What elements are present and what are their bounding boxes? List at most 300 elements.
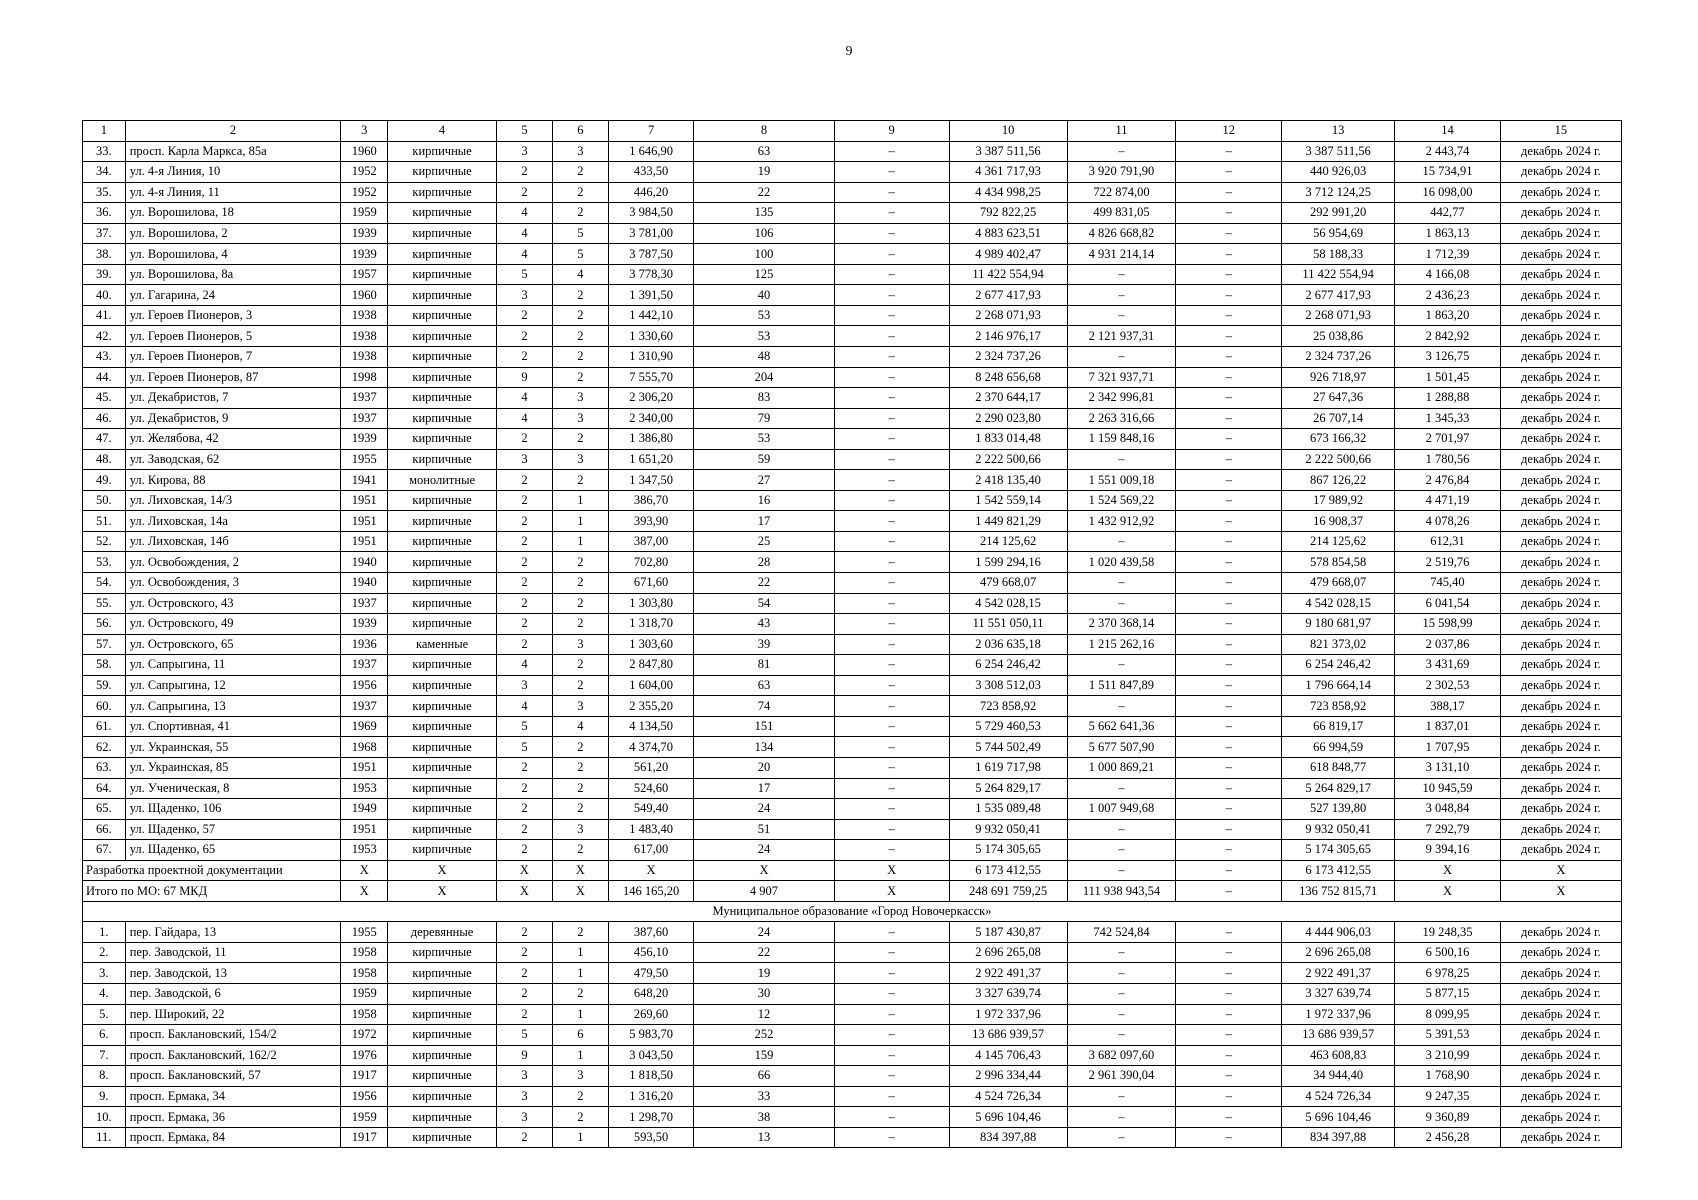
table-cell: – xyxy=(834,388,949,409)
table-cell: – xyxy=(1176,983,1282,1004)
table-cell: 1 288,88 xyxy=(1395,388,1501,409)
table-cell: 1 707,95 xyxy=(1395,737,1501,758)
table-cell: 1940 xyxy=(341,552,388,573)
table-row xyxy=(83,490,1622,511)
table-cell: 2 922 491,37 xyxy=(1282,963,1395,984)
table-cell: 2 xyxy=(496,614,552,635)
table-cell: ул. Сапрыгина, 11 xyxy=(125,655,341,676)
table-cell: 1 xyxy=(552,1127,608,1148)
table-body xyxy=(83,121,1622,1148)
table-cell: ул. Лиховская, 14а xyxy=(125,511,341,532)
table-cell: – xyxy=(834,1066,949,1087)
table-cell: 2 677 417,93 xyxy=(1282,285,1395,306)
table-cell: 2 xyxy=(496,1127,552,1148)
row-label: Разработка проектной документации xyxy=(83,860,341,881)
table-cell: 2 290 023,80 xyxy=(949,408,1067,429)
table-cell: 1 303,80 xyxy=(608,593,693,614)
table-cell: 17 xyxy=(694,511,834,532)
table-cell: кирпичные xyxy=(388,942,497,963)
table-cell: 479 668,07 xyxy=(1282,573,1395,594)
table-cell: 3 308 512,03 xyxy=(949,675,1067,696)
table-cell: 2 268 071,93 xyxy=(949,305,1067,326)
table-cell: 3 431,69 xyxy=(1395,655,1501,676)
table-cell: 1968 xyxy=(341,737,388,758)
table-cell: пер. Широкий, 22 xyxy=(125,1004,341,1025)
row-label: Итого по МО: 67 МКД xyxy=(83,881,341,902)
table-cell: 5 xyxy=(496,1025,552,1046)
table-cell: 4 xyxy=(496,655,552,676)
table-row xyxy=(83,285,1622,306)
section-title: Муниципальное образование «Город Новочеркасск» xyxy=(83,901,1622,922)
table-cell: декабрь 2024 г. xyxy=(1500,819,1621,840)
table-cell: кирпичные xyxy=(388,347,497,368)
table-cell: 2 370 644,17 xyxy=(949,388,1067,409)
table-cell: 2 677 417,93 xyxy=(949,285,1067,306)
table-cell: декабрь 2024 г. xyxy=(1500,244,1621,265)
table-row xyxy=(83,716,1622,737)
table-cell: 44. xyxy=(83,367,126,388)
table-cell: Х xyxy=(608,860,693,881)
table-cell: 1952 xyxy=(341,182,388,203)
table-cell: ул. Кирова, 88 xyxy=(125,470,341,491)
table-cell: 9 xyxy=(496,367,552,388)
table-cell: 58 188,33 xyxy=(1282,244,1395,265)
table-cell: – xyxy=(834,285,949,306)
table-cell: 2 xyxy=(552,655,608,676)
table-cell: 11 422 554,94 xyxy=(949,264,1067,285)
table-cell: 17 989,92 xyxy=(1282,490,1395,511)
table-cell: 4 524 726,34 xyxy=(1282,1086,1395,1107)
column-number: 10 xyxy=(949,121,1067,142)
table-cell: 1959 xyxy=(341,983,388,1004)
table-row xyxy=(83,449,1622,470)
table-cell: – xyxy=(1176,552,1282,573)
table-cell: 3 210,99 xyxy=(1395,1045,1501,1066)
table-cell: 2 xyxy=(552,285,608,306)
table-cell: 1 863,20 xyxy=(1395,305,1501,326)
table-cell: – xyxy=(834,922,949,943)
table-cell: 2 222 500,66 xyxy=(1282,449,1395,470)
table-cell: 2 xyxy=(496,634,552,655)
table-cell: 2 xyxy=(496,922,552,943)
table-cell: – xyxy=(1176,182,1282,203)
table-cell: 66 819,17 xyxy=(1282,716,1395,737)
table-cell: 4 542 028,15 xyxy=(949,593,1067,614)
table-cell: 2 306,20 xyxy=(608,388,693,409)
table-cell: 673 166,32 xyxy=(1282,429,1395,450)
table-cell: просп. Ермака, 34 xyxy=(125,1086,341,1107)
table-cell: 3 xyxy=(552,408,608,429)
table-cell: Х xyxy=(834,881,949,902)
table-cell: 2 xyxy=(552,305,608,326)
table-cell: 1 000 869,21 xyxy=(1067,757,1176,778)
table-cell: 2 xyxy=(552,429,608,450)
table-cell: 1939 xyxy=(341,223,388,244)
table-cell: 834 397,88 xyxy=(949,1127,1067,1148)
table-cell: 387,60 xyxy=(608,922,693,943)
table-cell: 792 822,25 xyxy=(949,203,1067,224)
table-cell: 2 456,28 xyxy=(1395,1127,1501,1148)
table-cell: 1 xyxy=(552,490,608,511)
table-cell: 39. xyxy=(83,264,126,285)
table-cell: 867 126,22 xyxy=(1282,470,1395,491)
table-row xyxy=(83,552,1622,573)
table-cell: 2 519,76 xyxy=(1395,552,1501,573)
table-cell: 3 xyxy=(496,1107,552,1128)
table-cell: ул. Сапрыгина, 13 xyxy=(125,696,341,717)
table-row xyxy=(83,531,1622,552)
table-cell: декабрь 2024 г. xyxy=(1500,799,1621,820)
table-cell: ул. Островского, 65 xyxy=(125,634,341,655)
table-cell: 2 xyxy=(496,429,552,450)
table-cell: 63 xyxy=(694,141,834,162)
table-cell: 1951 xyxy=(341,757,388,778)
table-row xyxy=(83,1025,1622,1046)
column-number: 7 xyxy=(608,121,693,142)
table-cell: ул. Лиховская, 14/3 xyxy=(125,490,341,511)
table-cell: 1956 xyxy=(341,675,388,696)
table-cell: 6 173 412,55 xyxy=(1282,860,1395,881)
table-cell: 3 xyxy=(552,1066,608,1087)
table-cell: 1 837,01 xyxy=(1395,716,1501,737)
table-row xyxy=(83,634,1622,655)
table-cell: 2 370 368,14 xyxy=(1067,614,1176,635)
table-cell: 2 xyxy=(496,305,552,326)
table-cell: 1957 xyxy=(341,264,388,285)
table-cell: 1937 xyxy=(341,408,388,429)
table-cell: 2 xyxy=(496,963,552,984)
table-cell: 13 686 939,57 xyxy=(949,1025,1067,1046)
table-cell: кирпичные xyxy=(388,264,497,285)
table-cell: 1 386,80 xyxy=(608,429,693,450)
table-cell: 1 972 337,96 xyxy=(1282,1004,1395,1025)
table-cell: 1938 xyxy=(341,347,388,368)
section-row xyxy=(83,901,1622,922)
table-row xyxy=(83,347,1622,368)
table-cell: – xyxy=(834,141,949,162)
table-cell: – xyxy=(1176,799,1282,820)
table-cell: – xyxy=(1176,716,1282,737)
table-cell: 2 922 491,37 xyxy=(949,963,1067,984)
table-cell: 4 xyxy=(496,244,552,265)
table-cell: 1 501,45 xyxy=(1395,367,1501,388)
table-cell: – xyxy=(834,449,949,470)
table-row xyxy=(83,367,1622,388)
table-cell: – xyxy=(1067,942,1176,963)
table-cell: 1939 xyxy=(341,429,388,450)
table-cell: кирпичные xyxy=(388,963,497,984)
table-cell: декабрь 2024 г. xyxy=(1500,963,1621,984)
table-cell: 53 xyxy=(694,429,834,450)
table-cell: 1 483,40 xyxy=(608,819,693,840)
table-cell: 59 xyxy=(694,449,834,470)
table-cell: 22 xyxy=(694,573,834,594)
total-row xyxy=(83,881,1622,902)
table-cell: 821 373,02 xyxy=(1282,634,1395,655)
table-cell: 24 xyxy=(694,840,834,861)
table-cell: 3 327 639,74 xyxy=(949,983,1067,1004)
table-cell: кирпичные xyxy=(388,552,497,573)
table-cell: 2 xyxy=(552,470,608,491)
table-cell: 204 xyxy=(694,367,834,388)
table-cell: кирпичные xyxy=(388,655,497,676)
table-cell: – xyxy=(834,223,949,244)
table-cell: – xyxy=(1176,819,1282,840)
table-row xyxy=(83,511,1622,532)
table-cell: – xyxy=(1176,511,1282,532)
table-cell: кирпичные xyxy=(388,511,497,532)
table-cell: 2 xyxy=(552,182,608,203)
table-cell: 3 387 511,56 xyxy=(949,141,1067,162)
table-cell: 2 355,20 xyxy=(608,696,693,717)
table-cell: 34. xyxy=(83,162,126,183)
table-cell: – xyxy=(834,778,949,799)
table-cell: ул. Островского, 43 xyxy=(125,593,341,614)
table-cell: ул. Ворошилова, 8а xyxy=(125,264,341,285)
table-cell: 65. xyxy=(83,799,126,820)
table-cell: 2 476,84 xyxy=(1395,470,1501,491)
table-cell: 59. xyxy=(83,675,126,696)
table-cell: – xyxy=(834,1127,949,1148)
table-row xyxy=(83,696,1622,717)
table-cell: – xyxy=(1176,367,1282,388)
table-cell: 3 xyxy=(552,388,608,409)
table-cell: 3 xyxy=(496,285,552,306)
table-cell: – xyxy=(1176,573,1282,594)
table-cell: 5 729 460,53 xyxy=(949,716,1067,737)
column-number: 1 xyxy=(83,121,126,142)
table-cell: 2 xyxy=(496,490,552,511)
table-cell: – xyxy=(1176,1025,1282,1046)
table-cell: кирпичные xyxy=(388,141,497,162)
table-cell: кирпичные xyxy=(388,1004,497,1025)
table-cell: 2 xyxy=(552,162,608,183)
table-cell: 742 524,84 xyxy=(1067,922,1176,943)
table-cell: 1 535 089,48 xyxy=(949,799,1067,820)
table-cell: 1 020 439,58 xyxy=(1067,552,1176,573)
table-cell: кирпичные xyxy=(388,840,497,861)
table-row xyxy=(83,264,1622,285)
table-cell: 1937 xyxy=(341,696,388,717)
table-cell: кирпичные xyxy=(388,408,497,429)
table-cell: 1955 xyxy=(341,922,388,943)
table-cell: 39 xyxy=(694,634,834,655)
table-cell: 393,90 xyxy=(608,511,693,532)
table-cell: 2 xyxy=(552,367,608,388)
table-cell: 1 712,39 xyxy=(1395,244,1501,265)
table-cell: кирпичные xyxy=(388,593,497,614)
table-cell: 1 303,60 xyxy=(608,634,693,655)
table-cell: 2 146 976,17 xyxy=(949,326,1067,347)
table-cell: 1 xyxy=(552,511,608,532)
table-cell: 2 xyxy=(552,552,608,573)
table-cell: 8 248 656,68 xyxy=(949,367,1067,388)
table-cell: кирпичные xyxy=(388,388,497,409)
table-cell: декабрь 2024 г. xyxy=(1500,429,1621,450)
table-cell: – xyxy=(1176,429,1282,450)
table-cell: – xyxy=(1176,922,1282,943)
table-row xyxy=(83,305,1622,326)
table-cell: 1941 xyxy=(341,470,388,491)
table-cell: 6 500,16 xyxy=(1395,942,1501,963)
table-cell: декабрь 2024 г. xyxy=(1500,922,1621,943)
table-cell: 3 xyxy=(552,449,608,470)
table-cell: кирпичные xyxy=(388,716,497,737)
table-cell: декабрь 2024 г. xyxy=(1500,573,1621,594)
table-cell: 16 xyxy=(694,490,834,511)
table-cell: просп. Баклановский, 154/2 xyxy=(125,1025,341,1046)
table-cell: – xyxy=(834,799,949,820)
column-number: 3 xyxy=(341,121,388,142)
table-cell: кирпичные xyxy=(388,367,497,388)
table-cell: 83 xyxy=(694,388,834,409)
table-cell: – xyxy=(834,634,949,655)
table-cell: 51 xyxy=(694,819,834,840)
table-cell: декабрь 2024 г. xyxy=(1500,162,1621,183)
table-row xyxy=(83,182,1622,203)
table-cell: ул. Героев Пионеров, 87 xyxy=(125,367,341,388)
table-cell: – xyxy=(1176,1086,1282,1107)
table-cell: декабрь 2024 г. xyxy=(1500,593,1621,614)
table-cell: 9 932 050,41 xyxy=(949,819,1067,840)
table-row xyxy=(83,757,1622,778)
table-cell: 1 818,50 xyxy=(608,1066,693,1087)
table-cell: 4 361 717,93 xyxy=(949,162,1067,183)
table-cell: 3 327 639,74 xyxy=(1282,983,1395,1004)
table-cell: 24 xyxy=(694,799,834,820)
table-cell: 1. xyxy=(83,922,126,943)
table-cell: 292 991,20 xyxy=(1282,203,1395,224)
table-cell: 2 xyxy=(496,799,552,820)
table-cell: ул. Декабристов, 7 xyxy=(125,388,341,409)
table-cell: ул. Ворошилова, 4 xyxy=(125,244,341,265)
table-cell: кирпичные xyxy=(388,162,497,183)
table-cell: – xyxy=(834,367,949,388)
table-cell: 2 xyxy=(552,1107,608,1128)
table-cell: декабрь 2024 г. xyxy=(1500,737,1621,758)
table-cell: ул. Героев Пионеров, 3 xyxy=(125,305,341,326)
table-cell: 1956 xyxy=(341,1086,388,1107)
table-cell: 134 xyxy=(694,737,834,758)
table-cell: 4 166,08 xyxy=(1395,264,1501,285)
table-cell: – xyxy=(834,655,949,676)
table-cell: 648,20 xyxy=(608,983,693,1004)
table-cell: 2 xyxy=(552,778,608,799)
table-cell: 6 254 246,42 xyxy=(949,655,1067,676)
table-cell: – xyxy=(834,716,949,737)
table-cell: 2 xyxy=(552,593,608,614)
table-cell: – xyxy=(1067,983,1176,1004)
table-cell: 6 254 246,42 xyxy=(1282,655,1395,676)
table-cell: – xyxy=(834,840,949,861)
table-cell: – xyxy=(1176,305,1282,326)
table-cell: 7 321 937,71 xyxy=(1067,367,1176,388)
table-cell: 1951 xyxy=(341,490,388,511)
table-cell: Х xyxy=(341,860,388,881)
table-cell: – xyxy=(1176,614,1282,635)
table-cell: 3 682 097,60 xyxy=(1067,1045,1176,1066)
table-cell: кирпичные xyxy=(388,737,497,758)
table-cell: 28 xyxy=(694,552,834,573)
table-cell: 388,17 xyxy=(1395,696,1501,717)
table-cell: декабрь 2024 г. xyxy=(1500,757,1621,778)
table-cell: – xyxy=(1067,1086,1176,1107)
table-cell: 3 043,50 xyxy=(608,1045,693,1066)
table-cell: 100 xyxy=(694,244,834,265)
table-cell: кирпичные xyxy=(388,182,497,203)
table-cell: 2 847,80 xyxy=(608,655,693,676)
table-cell: 6. xyxy=(83,1025,126,1046)
table-cell: 2 324 737,26 xyxy=(949,347,1067,368)
table-cell: 9. xyxy=(83,1086,126,1107)
table-cell: кирпичные xyxy=(388,799,497,820)
table-cell: 2 436,23 xyxy=(1395,285,1501,306)
table-cell: 50. xyxy=(83,490,126,511)
table-cell: 745,40 xyxy=(1395,573,1501,594)
table-row xyxy=(83,244,1622,265)
page-number: 9 xyxy=(845,44,853,59)
table-cell: Х xyxy=(1500,881,1621,902)
table-cell: 11. xyxy=(83,1127,126,1148)
table-cell: – xyxy=(834,182,949,203)
table-cell: 1959 xyxy=(341,1107,388,1128)
table-cell: 3 xyxy=(496,1086,552,1107)
table-cell: 1 330,60 xyxy=(608,326,693,347)
table-cell: пер. Заводской, 13 xyxy=(125,963,341,984)
table-row xyxy=(83,1045,1622,1066)
table-cell: 2 xyxy=(552,757,608,778)
table-cell: – xyxy=(1176,1045,1282,1066)
column-number: 2 xyxy=(125,121,341,142)
table-cell: – xyxy=(1176,634,1282,655)
table-cell: кирпичные xyxy=(388,490,497,511)
table-cell: 47. xyxy=(83,429,126,450)
column-number-row xyxy=(83,121,1622,142)
table-cell: 5 696 104,46 xyxy=(1282,1107,1395,1128)
table-cell: кирпичные xyxy=(388,1045,497,1066)
table-cell: 5 xyxy=(496,716,552,737)
table-cell: 3 048,84 xyxy=(1395,799,1501,820)
table-cell: 60. xyxy=(83,696,126,717)
table-cell: 36. xyxy=(83,203,126,224)
table-cell: 4 xyxy=(496,696,552,717)
table-cell: 527 139,80 xyxy=(1282,799,1395,820)
table-cell: 57. xyxy=(83,634,126,655)
table-cell: – xyxy=(834,408,949,429)
table-cell: 159 xyxy=(694,1045,834,1066)
table-cell: 53. xyxy=(83,552,126,573)
table-cell: ул. Щаденко, 106 xyxy=(125,799,341,820)
table-cell: 10 945,59 xyxy=(1395,778,1501,799)
table-cell: декабрь 2024 г. xyxy=(1500,531,1621,552)
table-cell: 33. xyxy=(83,141,126,162)
table-cell: 1958 xyxy=(341,942,388,963)
table-cell: – xyxy=(1176,696,1282,717)
table-cell: 1951 xyxy=(341,531,388,552)
table-row xyxy=(83,1127,1622,1148)
table-row xyxy=(83,388,1622,409)
table-cell: кирпичные xyxy=(388,675,497,696)
table-cell: 214 125,62 xyxy=(1282,531,1395,552)
table-cell: декабрь 2024 г. xyxy=(1500,1004,1621,1025)
table-cell: 2 121 937,31 xyxy=(1067,326,1176,347)
table-cell: – xyxy=(1176,778,1282,799)
table-row xyxy=(83,737,1622,758)
table-cell: 440 926,03 xyxy=(1282,162,1395,183)
table-cell: кирпичные xyxy=(388,573,497,594)
table-cell: ул. Островского, 49 xyxy=(125,614,341,635)
table-cell: 1960 xyxy=(341,285,388,306)
